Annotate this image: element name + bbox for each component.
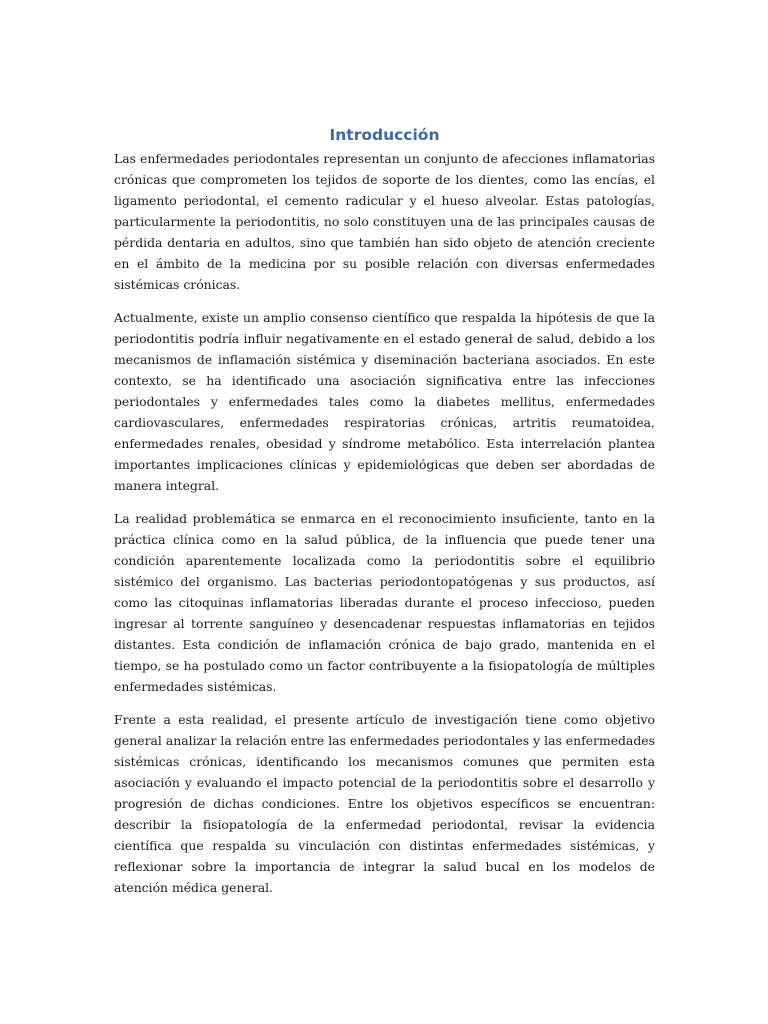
paragraph-4: Frente a esta realidad, el presente artículo de investigación tiene como objetivo general analizar la relación entre las enfermedades periodontales y las enfermedades sistémicas crónicas, identificando los mecanismos comunes que permiten esta asociación y evaluando el impacto potencial de la periodontitis sobre el desarrollo y progresión de dichas condiciones. Entre los objetivos específicos se encuentran: describir la fisiopatología de la enfermedad periodontal, revisar la evidencia científica que respalda su vinculación con distintas enfermedades sistémicas, y reflexionar sobre la importancia de integrar la salud bucal en los modelos de atención médica general.: [114, 712, 655, 895]
paragraph-3: La realidad problemática se enmarca en el reconocimiento insuficiente, tanto en la práctica clínica como en la salud pública, de la influencia que puede tener una condición aparentemente localizada como la periodontitis sobre el equilibrio sistémico del organismo. Las bacterias periodontopatógenas y sus productos, así como las citoquinas inflamatorias liberadas durante el proceso infeccioso, pueden ingresar al torrente sanguíneo y desencadenar respuestas inflamatorias en tejidos distantes. Esta condición de inflamación crónica de bajo grado, mantenida en el tiempo, se ha postulado como un factor contribuyente a la fisiopatología de múltiples enfermedades sistémicas.: [114, 511, 655, 694]
document-title: Introducción: [329, 126, 440, 144]
paragraph-1: Las enfermedades periodontales representan un conjunto de afecciones inflamatorias crónicas que comprometen los tejidos de soporte de los dientes, como las encías, el ligamento periodontal, el cemento radicular y el hueso alveolar. Estas patologías, particularmente la periodontitis, no solo constituyen una de las principales causas de pérdida dentaria en adultos, sino que también han sido objeto de atención creciente en el ámbito de la medicina por su posible relación con diversas enfermedades sistémicas crónicas.: [114, 151, 655, 292]
paragraph-2: Actualmente, existe un amplio consenso científico que respalda la hipótesis de que la periodontitis podría influir negativamente en el estado general de salud, debido a los mecanismos de inflamación sistémica y diseminación bacteriana asociados. En este contexto, se ha identificado una asociación significativa entre las infecciones periodontales y enfermedades tales como la diabetes mellitus, enfermedades cardiovasculares, enfermedades respiratorias crónicas, artritis reumatoidea, enfermedades renales, obesidad y síndrome metabólico. Esta interrelación plantea importantes implicaciones clínicas y epidemiológicas que deben ser abordadas de manera integral.: [114, 310, 655, 493]
